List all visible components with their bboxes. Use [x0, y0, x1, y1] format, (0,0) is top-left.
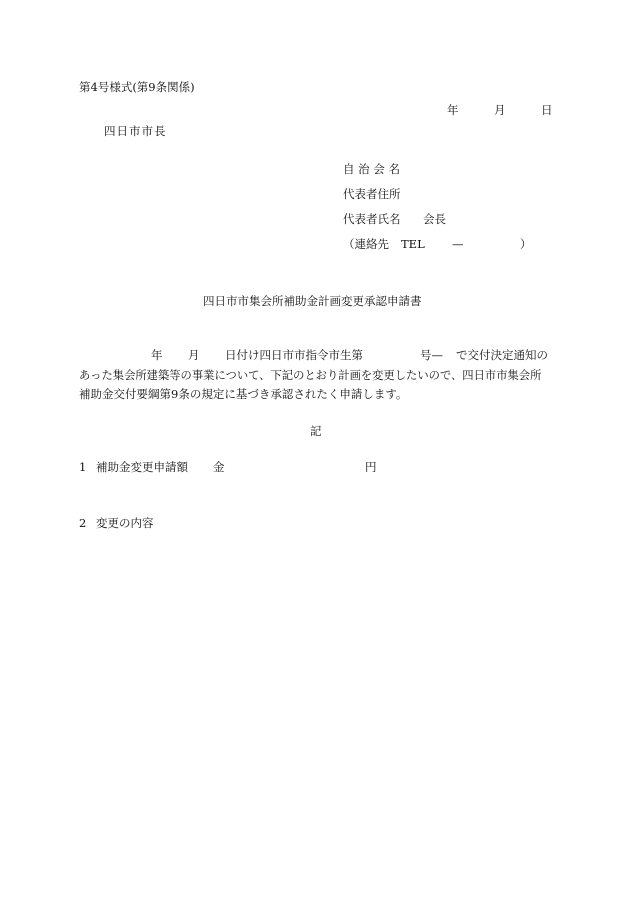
item-2-number: 2	[79, 516, 87, 530]
body-line1-rest: で交付決定通知の	[456, 348, 548, 362]
date-day-label: 日	[541, 103, 553, 117]
item-1-label: 補助金変更申請額	[96, 460, 188, 474]
representative-name-label: 代表者氏名	[343, 212, 401, 226]
representative-address-label: 代表者住所	[343, 187, 401, 201]
item-2-label: 変更の内容	[96, 516, 154, 530]
contact-label: （連絡先	[343, 237, 389, 251]
form-number: 第4号様式(第9条関係)	[79, 80, 195, 94]
body-year-label: 年	[151, 348, 163, 362]
addressee: 四日市市長	[104, 124, 167, 138]
contact-close: ）	[520, 237, 532, 251]
body-dated-text: 日付け四日市市指令市生第	[225, 348, 363, 362]
representative-title: 会長	[423, 212, 446, 226]
item-1-prefix: 金	[213, 460, 225, 474]
body-line-3: 補助金交付要綱第9条の規定に基づき承認されたく申請します。	[79, 387, 408, 401]
ki-heading: 記	[310, 424, 322, 438]
tel-separator: —	[452, 237, 464, 251]
date-month-label: 月	[494, 103, 506, 117]
body-month-label: 月	[188, 348, 200, 362]
body-number-label: 号—	[420, 348, 443, 362]
item-1-suffix: 円	[365, 460, 377, 474]
body-line-2: あった集会所建築等の事業について、下記のとおり計画を変更したいので、四日市市集会所	[79, 369, 542, 382]
tel-label: TEL	[401, 237, 425, 251]
document-title: 四日市市集会所補助金計画変更承認申請書	[203, 294, 422, 308]
date-year-label: 年	[447, 103, 459, 117]
item-1-number: 1	[79, 460, 87, 474]
association-name-label: 自 治 会 名	[343, 162, 400, 176]
